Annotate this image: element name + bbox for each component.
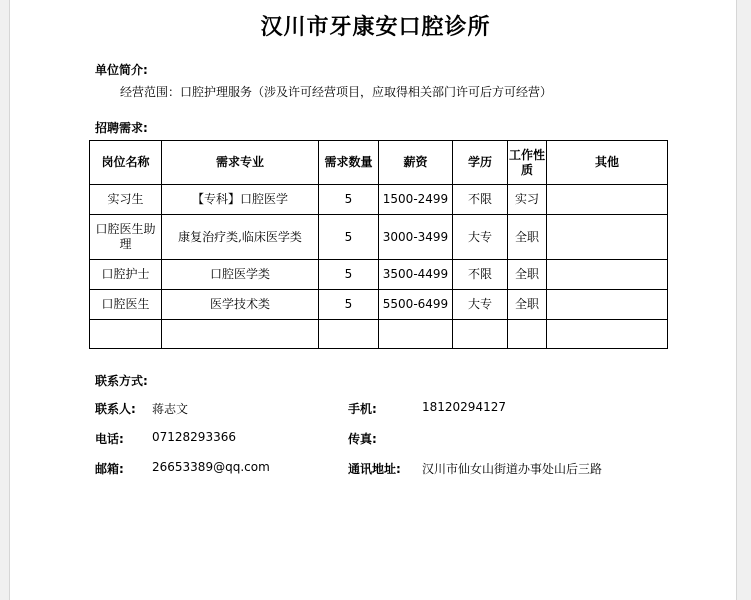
cell-position: 实习生 — [90, 185, 162, 215]
table-row — [90, 290, 668, 320]
cell-other — [547, 260, 668, 290]
table-row — [90, 215, 668, 260]
page-edge-right — [736, 0, 751, 600]
fax-label: 传真: — [348, 432, 377, 446]
intro-label: 单位简介: — [95, 63, 148, 77]
cell-education: 大专 — [453, 290, 508, 320]
cell-job-nature: 全职 — [508, 290, 547, 320]
email-label: 邮箱: — [95, 462, 124, 476]
contact-person: 蒋志文 — [152, 402, 189, 416]
recruitment-table — [89, 140, 668, 349]
cell-education: 大专 — [453, 215, 508, 260]
cell-count: 5 — [319, 260, 379, 290]
table-row-empty — [90, 320, 668, 349]
cell-education: 不限 — [453, 185, 508, 215]
cell-empty — [547, 320, 668, 349]
cell-count: 5 — [319, 185, 379, 215]
cell-position: 口腔医生助理 — [90, 215, 162, 260]
contact-label: 联系方式: — [95, 374, 148, 388]
email-address: 26653389@qq.com — [152, 460, 270, 474]
header-count: 需求数量 — [319, 141, 379, 185]
cell-empty — [162, 320, 319, 349]
header-job-nature: 工作性质 — [508, 141, 547, 185]
header-major: 需求专业 — [162, 141, 319, 185]
contact-person-label: 联系人: — [95, 402, 136, 416]
cell-other — [547, 185, 668, 215]
cell-position: 口腔护士 — [90, 260, 162, 290]
cell-job-nature: 全职 — [508, 215, 547, 260]
cell-education: 不限 — [453, 260, 508, 290]
cell-job-nature: 全职 — [508, 260, 547, 290]
mailing-address: 汉川市仙女山街道办事处山后三路 — [422, 462, 603, 476]
cell-salary: 5500-6499 — [379, 290, 453, 320]
table-row — [90, 260, 668, 290]
mobile-number: 18120294127 — [422, 400, 506, 414]
cell-count: 5 — [319, 290, 379, 320]
table-header-row — [90, 141, 668, 185]
cell-salary: 3000-3499 — [379, 215, 453, 260]
cell-salary: 1500-2499 — [379, 185, 453, 215]
mobile-label: 手机: — [348, 402, 377, 416]
header-salary: 薪资 — [379, 141, 453, 185]
cell-major: 【专科】口腔医学 — [162, 185, 319, 215]
cell-major: 口腔医学类 — [162, 260, 319, 290]
phone-label: 电话: — [95, 432, 124, 446]
page-title: 汉川市牙康安口腔诊所 — [260, 15, 491, 40]
cell-major: 康复治疗类,临床医学类 — [162, 215, 319, 260]
cell-job-nature: 实习 — [508, 185, 547, 215]
cell-empty — [90, 320, 162, 349]
business-scope: 经营范围：口腔护理服务（涉及许可经营项目，应取得相关部门许可后方可经营） — [120, 85, 553, 99]
cell-empty — [319, 320, 379, 349]
header-education: 学历 — [453, 141, 508, 185]
page-edge-left — [0, 0, 10, 600]
cell-major: 医学技术类 — [162, 290, 319, 320]
cell-empty — [508, 320, 547, 349]
address-label: 通讯地址: — [348, 462, 401, 476]
cell-other — [547, 215, 668, 260]
cell-empty — [453, 320, 508, 349]
cell-other — [547, 290, 668, 320]
header-other: 其他 — [547, 141, 668, 185]
recruit-label: 招聘需求: — [95, 121, 148, 135]
header-position: 岗位名称 — [90, 141, 162, 185]
phone-number: 07128293366 — [152, 430, 236, 444]
cell-salary: 3500-4499 — [379, 260, 453, 290]
table-row — [90, 185, 668, 215]
cell-empty — [379, 320, 453, 349]
cell-position: 口腔医生 — [90, 290, 162, 320]
cell-count: 5 — [319, 215, 379, 260]
